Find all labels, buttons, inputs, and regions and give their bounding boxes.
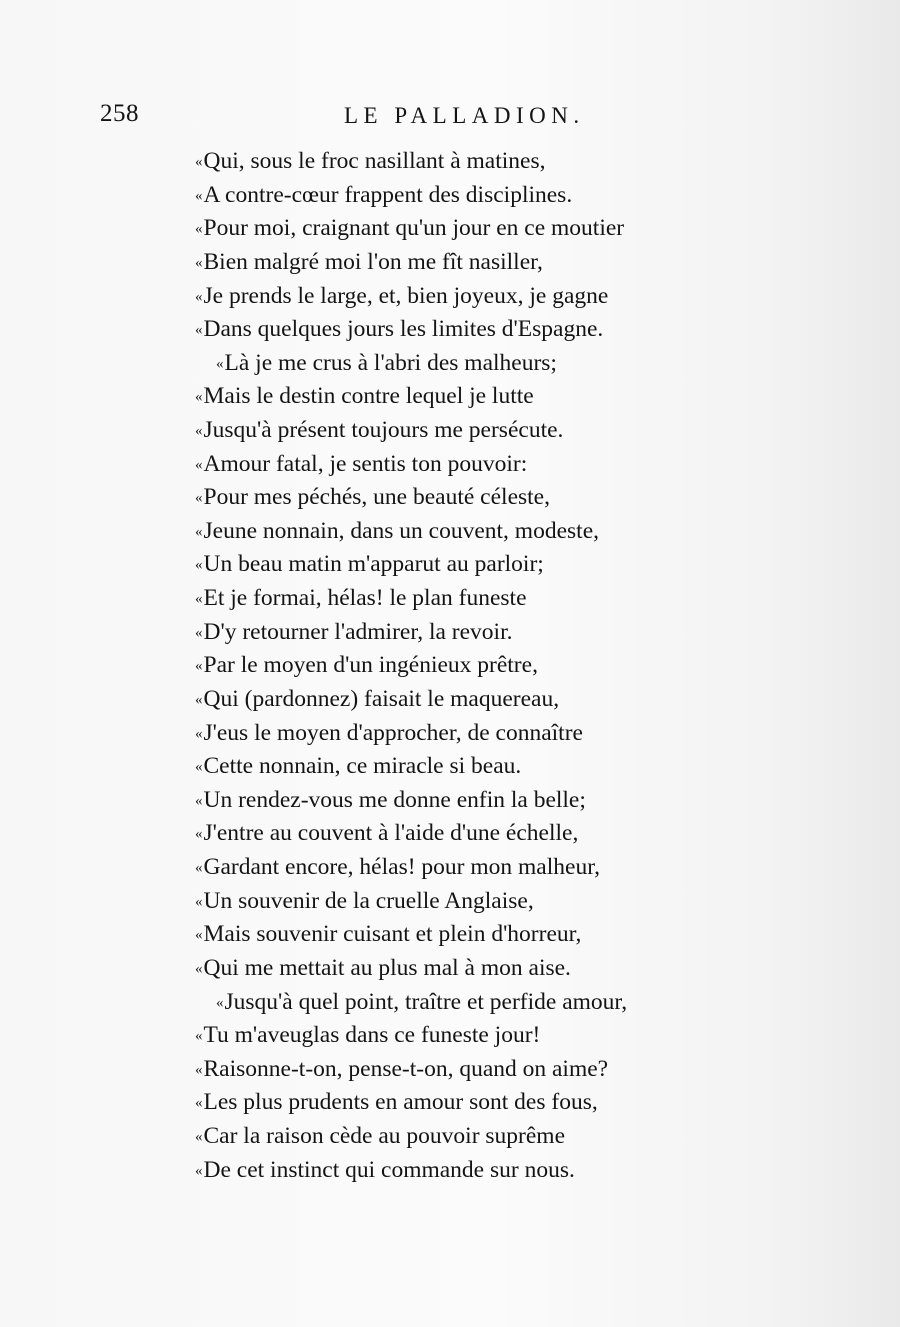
quote-mark: « xyxy=(195,691,203,708)
quote-mark: « xyxy=(195,423,203,439)
verse-text: Jusqu'à quel point, traître et perfide amour, xyxy=(224,988,628,1015)
quote-mark: « xyxy=(195,1129,203,1145)
quote-mark: « xyxy=(195,960,203,977)
verse-text: Gardant encore, hélas! pour mon malheur, xyxy=(203,854,600,880)
verse-line xyxy=(195,822,578,846)
verse-text: Raisonne-t-on, pense-t-on, quand on aime? xyxy=(203,1055,609,1082)
verse-text: Mais le destin contre lequel je lutte xyxy=(203,383,534,410)
verse-line xyxy=(195,150,545,174)
verse-line xyxy=(195,1024,540,1048)
quote-mark: « xyxy=(195,826,203,843)
verse-text: Les plus prudents en amour sont des fous, xyxy=(203,1089,598,1116)
verse-line xyxy=(195,517,599,544)
quote-mark: « xyxy=(195,1061,203,1078)
verse-line xyxy=(195,181,573,208)
verse-line xyxy=(195,282,609,309)
page-number: 258 xyxy=(100,100,139,127)
quote-mark: « xyxy=(195,1028,203,1045)
verse-line xyxy=(195,217,624,241)
quote-mark: « xyxy=(195,1162,203,1179)
verse-text: J'entre au couvent à l'aide d'une échelle, xyxy=(203,820,579,847)
verse-line xyxy=(195,654,538,678)
quote-mark: « xyxy=(195,490,203,507)
verse-line xyxy=(195,755,521,779)
quote-mark: « xyxy=(195,591,203,608)
verse-line xyxy=(195,419,563,443)
verse-text: Amour fatal, je sentis ton pouvoir: xyxy=(203,450,528,477)
quote-mark: « xyxy=(216,994,224,1011)
quote-mark: « xyxy=(195,154,203,170)
verse-text: Bien malgré moi l'on me fît nasiller, xyxy=(203,248,543,275)
verse-text: Car la raison cède au pouvoir suprême xyxy=(203,1123,566,1149)
verse-line xyxy=(195,856,600,880)
verse-line xyxy=(195,1055,609,1082)
verse-text: Qui (pardonnez) faisait le maquereau, xyxy=(203,685,560,712)
verse-text: Jusqu'à présent toujours me persécute. xyxy=(203,417,564,443)
quote-mark: « xyxy=(195,187,203,204)
verse-text: De cet instinct qui commande sur nous. xyxy=(203,1156,575,1183)
quote-mark: « xyxy=(195,254,203,271)
verse-line xyxy=(195,923,581,947)
verse-text: Tu m'aveuglas dans ce funeste jour! xyxy=(203,1022,541,1049)
verse-text: Et je formai, hélas! le plan funeste xyxy=(203,585,527,612)
verse-text: Cette nonnain, ce miracle si beau. xyxy=(203,753,522,780)
verse-line xyxy=(195,450,528,477)
quote-mark: « xyxy=(195,322,203,339)
verse-line xyxy=(195,954,571,981)
verse-line xyxy=(195,318,603,342)
quote-mark: « xyxy=(195,893,203,910)
verse-line xyxy=(195,618,513,645)
verse-line xyxy=(195,385,534,409)
quote-mark: « xyxy=(195,792,203,809)
verse-line xyxy=(216,988,628,1015)
verse-line xyxy=(195,248,543,275)
quote-mark: « xyxy=(195,288,203,305)
verse-line xyxy=(195,1091,598,1115)
quote-mark: « xyxy=(216,355,224,372)
quote-mark: « xyxy=(195,759,203,776)
verse-text: Qui me mettait au plus mal à mon aise. xyxy=(203,954,571,981)
verse-text: Là je me crus à l'abri des malheurs; xyxy=(224,349,557,376)
verse-text: Pour mes péchés, une beauté céleste, xyxy=(203,484,550,511)
verse-text: Je prends le large, et, bien joyeux, je gagne xyxy=(203,282,609,309)
quote-mark: « xyxy=(195,1095,203,1112)
verse-line xyxy=(195,685,560,712)
verse-text: A contre-cœur frappent des disciplines. xyxy=(203,181,573,208)
quote-mark: « xyxy=(195,927,203,944)
quote-mark: « xyxy=(195,557,203,574)
quote-mark: « xyxy=(195,624,203,641)
verse-text: Par le moyen d'un ingénieux prêtre, xyxy=(203,652,538,679)
verse-text: Un beau matin m'apparut au parloir; xyxy=(203,551,544,578)
verse-text: Mais souvenir cuisant et plein d'horreur, xyxy=(203,921,582,948)
quote-mark: « xyxy=(195,658,203,675)
quote-mark: « xyxy=(195,389,203,406)
verse-line xyxy=(195,1125,565,1149)
quote-mark: « xyxy=(195,523,203,540)
verse-text: Un rendez-vous me donne enfin la belle; xyxy=(203,786,586,813)
quote-mark: « xyxy=(195,456,203,473)
verse-line xyxy=(195,719,583,746)
verse-line xyxy=(195,887,534,914)
verse-text: Jeune nonnain, dans un couvent, modeste, xyxy=(203,517,599,544)
verse-line xyxy=(216,349,557,376)
verse-line xyxy=(195,1156,575,1183)
verse-text: Pour moi, craignant qu'un jour en ce moutier xyxy=(203,215,625,242)
verse-line xyxy=(195,486,550,510)
verse-line xyxy=(195,587,527,611)
quote-mark: « xyxy=(195,725,203,742)
verse-text: D'y retourner l'admirer, la revoir. xyxy=(203,618,513,645)
quote-mark: « xyxy=(195,860,203,876)
quote-mark: « xyxy=(195,221,203,238)
verse-line xyxy=(195,553,544,577)
verse-text: Dans quelques jours les limites d'Espagne. xyxy=(203,316,604,343)
verse-text: Un souvenir de la cruelle Anglaise, xyxy=(203,887,534,914)
verse-line xyxy=(195,786,586,813)
verse-text: Qui, sous le froc nasillant à matines, xyxy=(203,148,546,174)
verse-text: J'eus le moyen d'approcher, de connaître xyxy=(203,719,583,746)
running-head: LE PALLADION. xyxy=(344,103,585,128)
